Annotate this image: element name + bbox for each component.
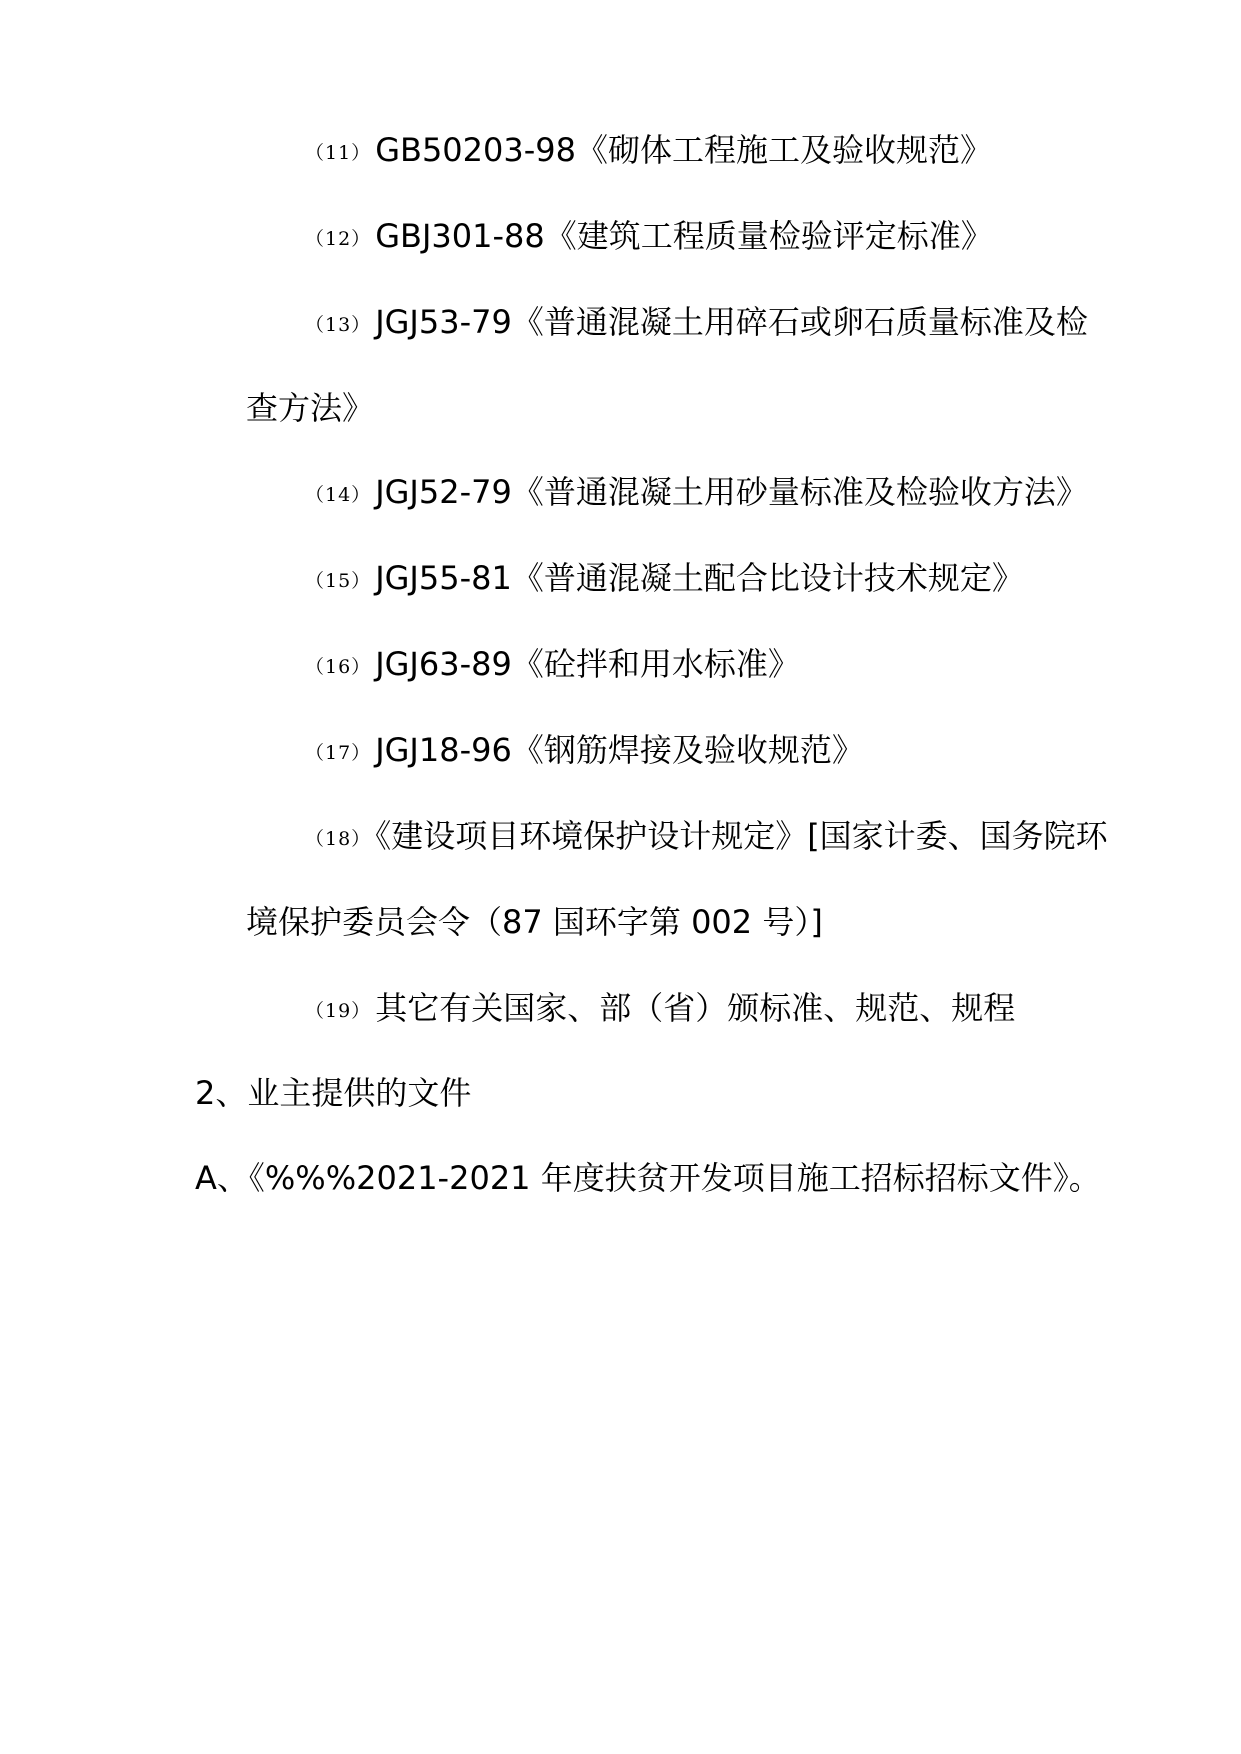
- item-number: （19）: [305, 1000, 372, 1022]
- list-item-19: [305, 988, 1015, 1028]
- item-text: JGJ52-79《普通混凝土用砂量标准及检验收方法》: [375, 473, 1088, 511]
- list-item-14: [305, 472, 1088, 512]
- item-number: （17）: [305, 742, 372, 764]
- item-number: （18）: [305, 828, 372, 850]
- item-text: JGJ53-79《普通混凝土用碎石或卵石质量标准及检: [375, 303, 1088, 341]
- list-item-12: [305, 216, 993, 256]
- list-item-16: [305, 644, 800, 684]
- item-number: （15）: [305, 570, 372, 592]
- list-item-13: [305, 302, 1088, 342]
- section-heading-text: 2、业主提供的文件: [195, 1074, 472, 1112]
- section-heading: [195, 1073, 471, 1113]
- item-text: JGJ18-96《钢筋焊接及验收规范》: [375, 731, 864, 769]
- list-item-17: [305, 730, 864, 770]
- section-item-text: A、《%%%2021-2021 年度扶贫开发项目施工招标招标文件》。: [195, 1159, 1101, 1197]
- list-item-18-continuation: [246, 902, 823, 942]
- item-number: （14）: [305, 484, 372, 506]
- list-item-11: [305, 130, 992, 170]
- item-text: GBJ301-88《建筑工程质量检验评定标准》: [375, 217, 993, 255]
- item-text-continuation: 查方法》: [246, 389, 375, 427]
- item-text: 《建设项目环境保护设计规定》[国家计委、国务院环: [375, 817, 1108, 855]
- item-number: （16）: [305, 656, 372, 678]
- item-number: （11）: [305, 142, 372, 164]
- item-number: （12）: [305, 228, 372, 250]
- section-item: [195, 1158, 1101, 1198]
- list-item-18: [305, 816, 1108, 856]
- item-text: 其它有关国家、部（省）颁标准、规范、规程: [375, 989, 1016, 1027]
- item-text: GB50203-98《砌体工程施工及验收规范》: [375, 131, 993, 169]
- item-number: （13）: [305, 314, 372, 336]
- item-text-continuation: 境保护委员会令（87 国环字第 002 号）]: [246, 903, 823, 941]
- item-text: JGJ55-81《普通混凝土配合比设计技术规定》: [375, 559, 1024, 597]
- list-item-13-continuation: [246, 388, 374, 428]
- item-text: JGJ63-89《砼拌和用水标准》: [375, 645, 800, 683]
- list-item-15: [305, 558, 1024, 598]
